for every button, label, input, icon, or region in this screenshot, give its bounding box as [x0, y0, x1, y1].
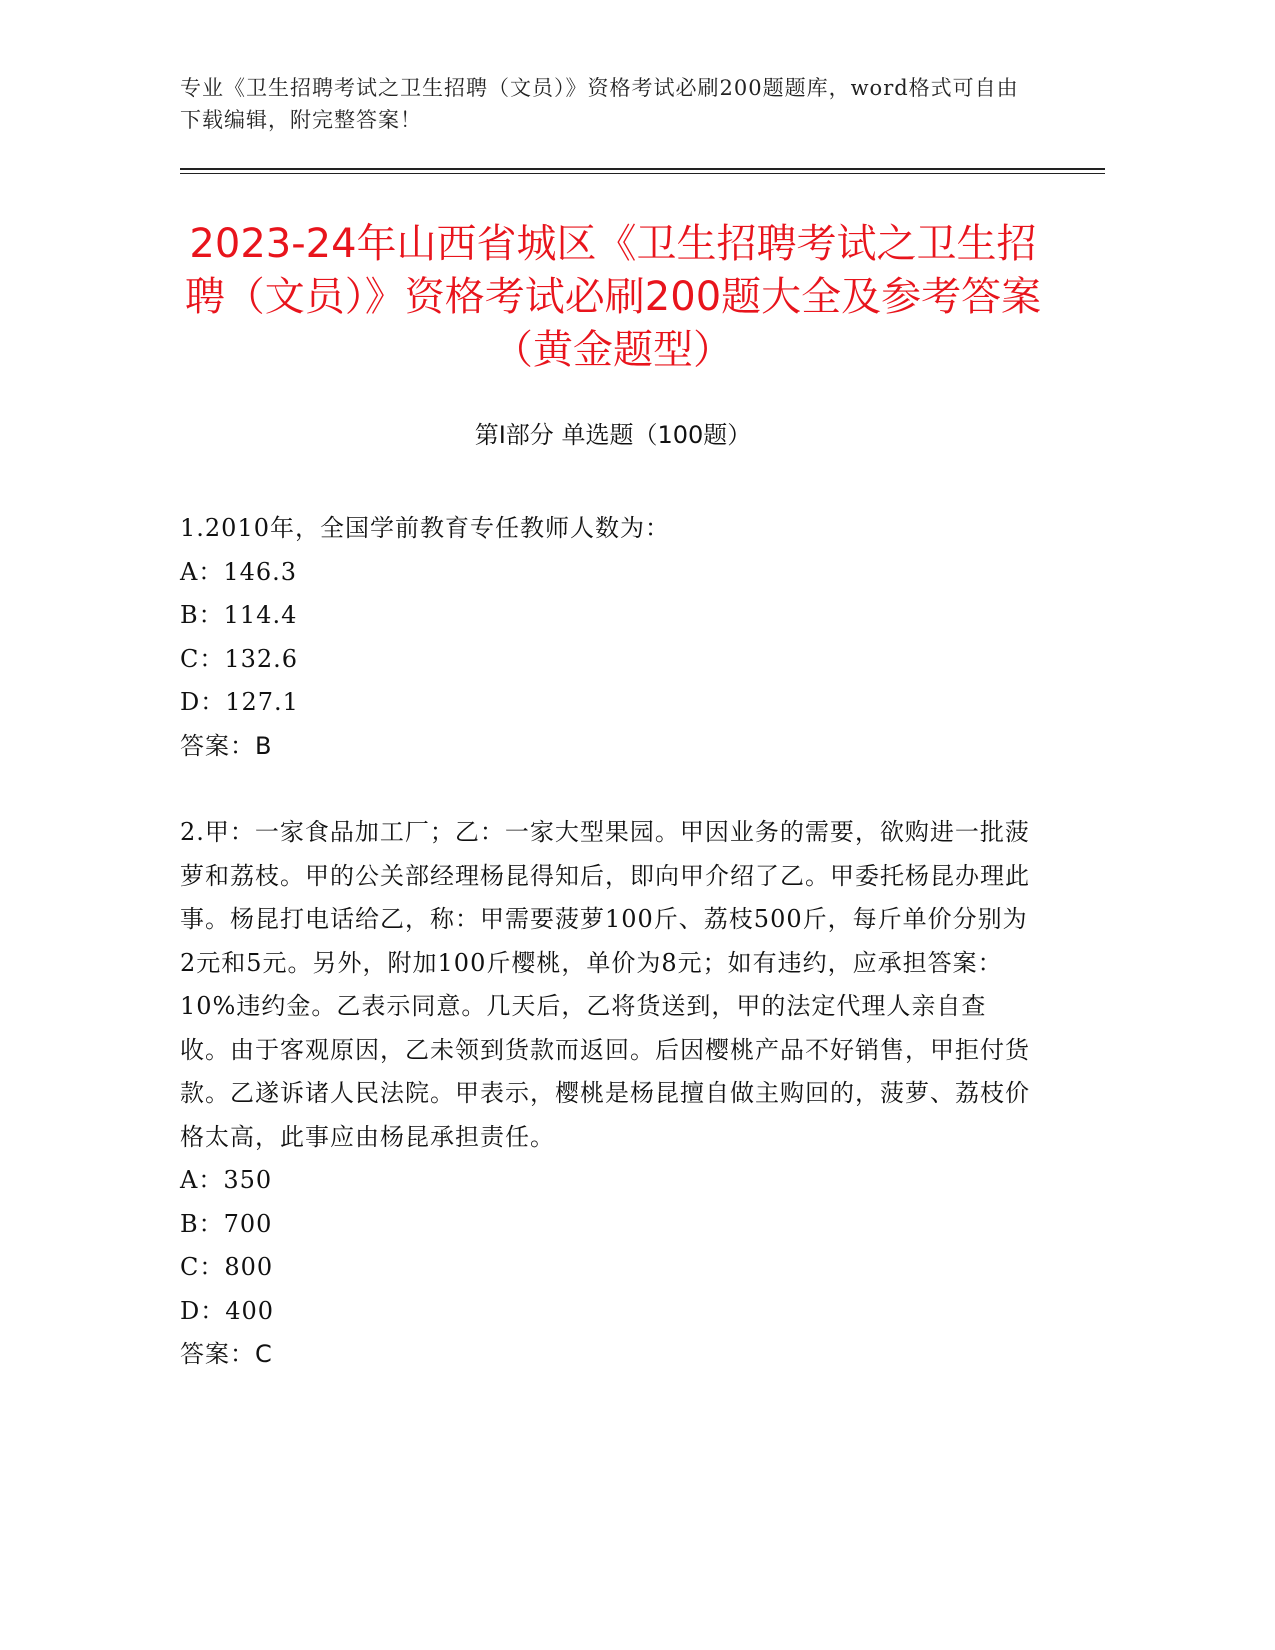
option-c: C：800: [180, 1253, 274, 1281]
question-1: [180, 507, 1030, 768]
question-stem: 1.2010年，全国学前教育专任教师人数为：: [180, 514, 670, 542]
option-d: D：127.1: [180, 688, 299, 716]
document-title: 2023-24年山西省城区《卫生招聘考试之卫生招聘（文员）》资格考试必刷200题大全及参考答案（黄金题型）: [184, 221, 1042, 373]
option-b: B：700: [180, 1209, 273, 1238]
option-d: D：400: [180, 1296, 275, 1325]
section-title: 第Ⅰ部分 单选题（100题）: [474, 421, 752, 449]
header-note: 专业《卫生招聘考试之卫生招聘（文员）》资格考试必刷200题题库，word格式可自由下载编辑，附完整答案！: [180, 76, 1019, 132]
option-c: C：132.6: [180, 644, 299, 673]
option-a: A：350: [180, 1166, 273, 1194]
answer: 答案：B: [180, 731, 273, 760]
answer: 答案：C: [180, 1340, 273, 1368]
question-2: [180, 811, 1030, 1377]
option-b: B：114.4: [180, 601, 298, 629]
header-divider-thin: [180, 173, 1105, 174]
option-a: A：146.3: [180, 557, 298, 586]
header-divider-thick: [180, 168, 1105, 170]
question-stem: 2.甲：一家食品加工厂；乙：一家大型果园。甲因业务的需要，欲购进一批菠萝和荔枝。甲的公关部经理杨昆得知后，即向甲介绍了乙。甲委托杨昆办理此事。杨昆打电话给乙，称：甲需要菠萝100斤、荔枝500斤，每斤单价分别为2元和5元。另外，附加100斤樱桃，单价为8元；如有违约，应承担答案：10%违约金。乙表示同意。几天后，乙将货送到，甲的法定代理人亲自查收。由于客观原因，乙未领到货款而返回。后因樱桃产品不好销售，甲拒付货款。乙遂诉诸人民法院。甲表示，樱桃是杨昆擅自做主购回的，菠萝、荔枝价格太高，此事应由杨昆承担责任。: [180, 818, 1030, 1151]
